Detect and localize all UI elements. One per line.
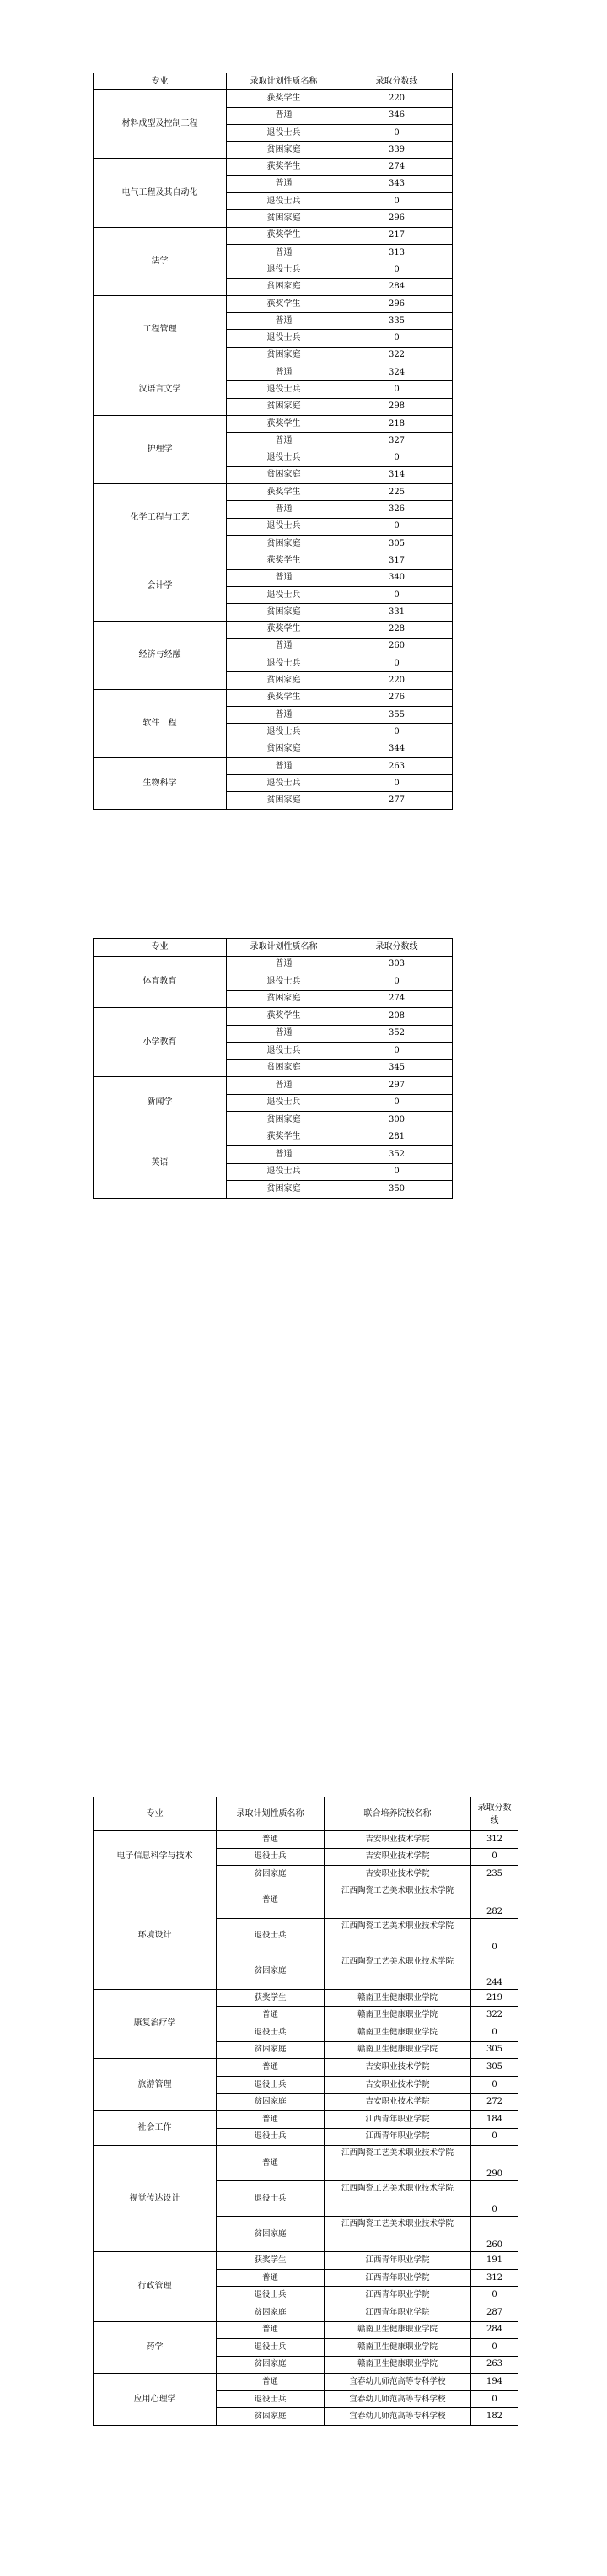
partner-school-name: 吉安职业技术学院: [325, 2094, 471, 2111]
table-row: [94, 2059, 518, 2077]
plan-type: 退役士兵: [227, 1163, 341, 1181]
cutoff-score: 0: [341, 1043, 453, 1060]
cutoff-score: 0: [341, 1094, 453, 1112]
cutoff-score: 281: [341, 1129, 453, 1146]
cutoff-score: 182: [471, 2408, 518, 2426]
partner-school-name: 吉安职业技术学院: [325, 1831, 471, 1849]
plan-type: 普通: [227, 638, 341, 655]
plan-type: 贫困家庭: [227, 741, 341, 757]
partner-school-name: 江西青年职业学院: [325, 2128, 471, 2146]
cutoff-score: 220: [341, 672, 453, 689]
table-header-row: [94, 1797, 518, 1831]
cutoff-score: 352: [341, 1025, 453, 1043]
plan-type: 普通: [227, 175, 341, 192]
cutoff-score: 296: [341, 210, 453, 227]
plan-type: 退役士兵: [227, 775, 341, 792]
cutoff-score: 260: [471, 2217, 518, 2252]
major-name: 环境设计: [94, 1883, 217, 1989]
table-row: [94, 2146, 518, 2181]
cutoff-score: 0: [341, 381, 453, 398]
plan-type: 普通: [217, 1831, 325, 1849]
plan-type: 获奖学生: [217, 1989, 325, 2007]
cutoff-score: 305: [471, 2041, 518, 2059]
table-row: [94, 621, 453, 638]
cutoff-score: 355: [341, 706, 453, 723]
plan-type: 贫困家庭: [227, 210, 341, 227]
plan-type: 退役士兵: [227, 655, 341, 672]
partner-school-name: 江西青年职业学院: [325, 2304, 471, 2321]
table-row: [94, 90, 453, 107]
partner-school-name: 江西青年职业学院: [325, 2287, 471, 2304]
cutoff-score: 191: [471, 2252, 518, 2270]
cutoff-score: 339: [341, 142, 453, 159]
table-row: [94, 2252, 518, 2270]
cutoff-score: 314: [341, 466, 453, 483]
cutoff-score: 296: [341, 295, 453, 312]
plan-type: 获奖学生: [227, 90, 341, 107]
cutoff-score: 277: [341, 792, 453, 809]
table-row: [94, 1883, 518, 1918]
plan-type: 普通: [227, 706, 341, 723]
cutoff-score: 305: [341, 536, 453, 552]
table-header-row: [94, 939, 453, 957]
plan-type: 获奖学生: [227, 1008, 341, 1026]
plan-type: 贫困家庭: [217, 2304, 325, 2321]
cutoff-score: 219: [471, 1989, 518, 2007]
column-header: 录取分数线: [341, 73, 453, 90]
column-header: 录取分数线: [471, 1797, 518, 1831]
plan-type: 退役士兵: [227, 518, 341, 535]
table-row: [94, 415, 453, 432]
major-name: 化学工程与工艺: [94, 484, 227, 552]
plan-type: 贫困家庭: [227, 536, 341, 552]
major-name: 电气工程及其自动化: [94, 159, 227, 227]
plan-type: 获奖学生: [227, 1129, 341, 1146]
major-name: 英语: [94, 1129, 227, 1198]
table-row: [94, 484, 453, 501]
major-name: 视觉传达设计: [94, 2146, 217, 2252]
cutoff-score: 343: [341, 175, 453, 192]
plan-type: 贫困家庭: [227, 672, 341, 689]
plan-type: 退役士兵: [227, 1094, 341, 1112]
table-row: [94, 689, 453, 706]
cutoff-score: 272: [471, 2094, 518, 2111]
major-name: 新闻学: [94, 1077, 227, 1129]
major-name: 生物科学: [94, 757, 227, 809]
partner-school-name: 赣南卫生健康职业学院: [325, 2041, 471, 2059]
plan-type: 普通: [227, 501, 341, 518]
plan-type: 普通: [227, 107, 341, 124]
plan-type: 普通: [217, 2269, 325, 2287]
major-name: 小学教育: [94, 1008, 227, 1077]
partner-school-name: 宜春幼儿师范高等专科学校: [325, 2408, 471, 2426]
partner-school-name: 吉安职业技术学院: [325, 1848, 471, 1866]
column-header: 录取计划性质名称: [217, 1797, 325, 1831]
partner-school-name: 赣南卫生健康职业学院: [325, 2321, 471, 2339]
cutoff-score: 0: [471, 2076, 518, 2094]
cutoff-score: 312: [471, 2269, 518, 2287]
cutoff-score: 297: [341, 1077, 453, 1095]
plan-type: 退役士兵: [217, 2128, 325, 2146]
cutoff-score: 0: [341, 973, 453, 991]
cutoff-score: 225: [341, 484, 453, 501]
cutoff-score: 335: [341, 313, 453, 330]
cutoff-score: 0: [341, 1163, 453, 1181]
table-row: [94, 1077, 453, 1095]
plan-type: 贫困家庭: [227, 1059, 341, 1077]
plan-type: 普通: [227, 956, 341, 973]
partner-school-name: 宜春幼儿师范高等专科学校: [325, 2374, 471, 2391]
plan-type: 退役士兵: [217, 2024, 325, 2041]
cutoff-score: 282: [471, 1883, 518, 1918]
plan-type: 贫困家庭: [217, 1866, 325, 1883]
table-row: [94, 159, 453, 175]
plan-type: 贫困家庭: [227, 398, 341, 415]
plan-type: 贫困家庭: [227, 347, 341, 364]
table-row: [94, 1989, 518, 2007]
column-header: 专业: [94, 73, 227, 90]
partner-school-name: 赣南卫生健康职业学院: [325, 2007, 471, 2024]
plan-type: 贫困家庭: [217, 2041, 325, 2059]
major-name: 药学: [94, 2321, 217, 2374]
cutoff-score: 0: [341, 586, 453, 603]
plan-type: 普通: [227, 569, 341, 586]
partner-school-name: 江西青年职业学院: [325, 2110, 471, 2128]
partner-school-name: 赣南卫生健康职业学院: [325, 2024, 471, 2041]
plan-type: 获奖学生: [227, 415, 341, 432]
plan-type: 退役士兵: [217, 1848, 325, 1866]
major-name: 材料成型及控制工程: [94, 90, 227, 159]
partner-school-name: 江西陶瓷工艺美术职业技术学院: [325, 1883, 471, 1918]
cutoff-score: 220: [341, 90, 453, 107]
cutoff-score: 235: [471, 1866, 518, 1883]
column-header: 专业: [94, 1797, 217, 1831]
table-row: [94, 2321, 518, 2339]
cutoff-score: 218: [341, 415, 453, 432]
cutoff-score: 0: [341, 450, 453, 466]
plan-type: 贫困家庭: [227, 278, 341, 295]
cutoff-score: 0: [341, 724, 453, 741]
cutoff-score: 0: [341, 330, 453, 347]
plan-type: 普通: [227, 757, 341, 774]
plan-type: 普通: [227, 364, 341, 381]
major-name: 经济与经融: [94, 621, 227, 689]
cutoff-score: 0: [341, 193, 453, 210]
major-name: 护理学: [94, 415, 227, 483]
partner-school-name: 宜春幼儿师范高等专科学校: [325, 2390, 471, 2408]
plan-type: 退役士兵: [227, 261, 341, 278]
plan-type: 普通: [217, 2059, 325, 2077]
cutoff-score: 312: [471, 1831, 518, 1849]
plan-type: 贫困家庭: [227, 142, 341, 159]
partner-school-name: 江西陶瓷工艺美术职业技术学院: [325, 1954, 471, 1989]
cutoff-score: 0: [471, 1918, 518, 1954]
plan-type: 普通: [217, 1883, 325, 1918]
plan-type: 贫困家庭: [217, 2094, 325, 2111]
plan-type: 普通: [217, 2374, 325, 2391]
plan-type: 获奖学生: [227, 159, 341, 175]
cutoff-score: 327: [341, 433, 453, 450]
cutoff-score: 263: [471, 2356, 518, 2374]
plan-type: 退役士兵: [227, 724, 341, 741]
major-name: 体育教育: [94, 956, 227, 1008]
plan-type: 普通: [227, 313, 341, 330]
plan-type: 退役士兵: [217, 2339, 325, 2357]
major-name: 汉语言文学: [94, 364, 227, 416]
plan-type: 普通: [227, 244, 341, 261]
plan-type: 退役士兵: [227, 586, 341, 603]
major-name: 旅游管理: [94, 2059, 217, 2111]
cutoff-score: 0: [471, 2181, 518, 2217]
cutoff-score: 0: [341, 775, 453, 792]
partner-school-name: 江西陶瓷工艺美术职业技术学院: [325, 2181, 471, 2217]
plan-type: 贫困家庭: [217, 2408, 325, 2426]
plan-type: 获奖学生: [227, 621, 341, 638]
cutoff-score: 313: [341, 244, 453, 261]
table-row: [94, 1129, 453, 1146]
plan-type: 退役士兵: [217, 1918, 325, 1954]
plan-type: 退役士兵: [227, 330, 341, 347]
cutoff-score: 0: [341, 518, 453, 535]
cutoff-score: 260: [341, 638, 453, 655]
cutoff-score: 298: [341, 398, 453, 415]
major-name: 软件工程: [94, 689, 227, 757]
cutoff-score: 244: [471, 1954, 518, 1989]
plan-type: 普通: [227, 1077, 341, 1095]
cutoff-score: 322: [341, 347, 453, 364]
cutoff-score: 345: [341, 1059, 453, 1077]
admission-table-joint: [93, 1797, 518, 2426]
partner-school-name: 赣南卫生健康职业学院: [325, 2356, 471, 2374]
partner-school-name: 赣南卫生健康职业学院: [325, 2339, 471, 2357]
plan-type: 贫困家庭: [217, 2217, 325, 2252]
major-name: 会计学: [94, 552, 227, 621]
partner-school-name: 吉安职业技术学院: [325, 1866, 471, 1883]
plan-type: 退役士兵: [217, 2076, 325, 2094]
table-header-row: [94, 73, 453, 90]
cutoff-score: 0: [471, 1848, 518, 1866]
major-name: 工程管理: [94, 295, 227, 364]
cutoff-score: 274: [341, 990, 453, 1008]
admission-table-1: [93, 73, 453, 810]
cutoff-score: 217: [341, 227, 453, 244]
plan-type: 获奖学生: [227, 295, 341, 312]
column-header: 专业: [94, 939, 227, 957]
cutoff-score: 284: [471, 2321, 518, 2339]
cutoff-score: 284: [341, 278, 453, 295]
plan-type: 退役士兵: [217, 2390, 325, 2408]
plan-type: 贫困家庭: [227, 792, 341, 809]
cutoff-score: 184: [471, 2110, 518, 2128]
cutoff-score: 326: [341, 501, 453, 518]
plan-type: 贫困家庭: [217, 2356, 325, 2374]
cutoff-score: 317: [341, 552, 453, 569]
plan-type: 退役士兵: [227, 1043, 341, 1060]
cutoff-score: 274: [341, 159, 453, 175]
cutoff-score: 344: [341, 741, 453, 757]
cutoff-score: 0: [471, 2390, 518, 2408]
cutoff-score: 350: [341, 1181, 453, 1199]
table-row: [94, 227, 453, 244]
cutoff-score: 0: [471, 2024, 518, 2041]
column-header: 录取计划性质名称: [227, 73, 341, 90]
plan-type: 贫困家庭: [217, 1954, 325, 1989]
table-row: [94, 757, 453, 774]
cutoff-score: 0: [471, 2287, 518, 2304]
cutoff-score: 194: [471, 2374, 518, 2391]
cutoff-score: 0: [341, 124, 453, 141]
partner-school-name: 江西青年职业学院: [325, 2269, 471, 2287]
cutoff-score: 305: [471, 2059, 518, 2077]
major-name: 电子信息科学与技术: [94, 1831, 217, 1883]
major-name: 应用心理学: [94, 2374, 217, 2426]
cutoff-score: 263: [341, 757, 453, 774]
table-row: [94, 552, 453, 569]
plan-type: 普通: [227, 1025, 341, 1043]
plan-type: 普通: [227, 1146, 341, 1164]
plan-type: 获奖学生: [227, 227, 341, 244]
cutoff-score: 287: [471, 2304, 518, 2321]
table-row: [94, 2110, 518, 2128]
table-row: [94, 2374, 518, 2391]
partner-school-name: 江西陶瓷工艺美术职业技术学院: [325, 1918, 471, 1954]
plan-type: 获奖学生: [217, 2252, 325, 2270]
cutoff-score: 352: [341, 1146, 453, 1164]
table-row: [94, 295, 453, 312]
cutoff-score: 0: [471, 2339, 518, 2357]
column-header: 录取分数线: [341, 939, 453, 957]
cutoff-score: 228: [341, 621, 453, 638]
plan-type: 贫困家庭: [227, 604, 341, 621]
plan-type: 获奖学生: [227, 552, 341, 569]
cutoff-score: 331: [341, 604, 453, 621]
plan-type: 退役士兵: [227, 193, 341, 210]
plan-type: 普通: [217, 2007, 325, 2024]
admission-table-2: [93, 938, 453, 1199]
partner-school-name: 赣南卫生健康职业学院: [325, 1989, 471, 2007]
column-header: 录取计划性质名称: [227, 939, 341, 957]
major-name: 法学: [94, 227, 227, 295]
table-row: [94, 1008, 453, 1026]
cutoff-score: 340: [341, 569, 453, 586]
plan-type: 普通: [217, 2146, 325, 2181]
cutoff-score: 303: [341, 956, 453, 973]
plan-type: 普通: [227, 433, 341, 450]
cutoff-score: 322: [471, 2007, 518, 2024]
partner-school-name: 吉安职业技术学院: [325, 2059, 471, 2077]
plan-type: 普通: [217, 2321, 325, 2339]
cutoff-score: 208: [341, 1008, 453, 1026]
table-row: [94, 1831, 518, 1849]
plan-type: 退役士兵: [227, 124, 341, 141]
major-name: 康复治疗学: [94, 1989, 217, 2058]
column-header: 联合培养院校名称: [325, 1797, 471, 1831]
cutoff-score: 0: [471, 2128, 518, 2146]
plan-type: 贫困家庭: [227, 1181, 341, 1199]
plan-type: 普通: [217, 2110, 325, 2128]
cutoff-score: 0: [341, 261, 453, 278]
table-row: [94, 956, 453, 973]
partner-school-name: 吉安职业技术学院: [325, 2076, 471, 2094]
plan-type: 退役士兵: [217, 2181, 325, 2217]
partner-school-name: 江西陶瓷工艺美术职业技术学院: [325, 2146, 471, 2181]
plan-type: 退役士兵: [227, 450, 341, 466]
plan-type: 贫困家庭: [227, 990, 341, 1008]
cutoff-score: 276: [341, 689, 453, 706]
partner-school-name: 江西陶瓷工艺美术职业技术学院: [325, 2217, 471, 2252]
major-name: 行政管理: [94, 2252, 217, 2321]
cutoff-score: 0: [341, 655, 453, 672]
plan-type: 贫困家庭: [227, 466, 341, 483]
plan-type: 获奖学生: [227, 689, 341, 706]
table-row: [94, 364, 453, 381]
plan-type: 退役士兵: [227, 973, 341, 991]
plan-type: 退役士兵: [217, 2287, 325, 2304]
cutoff-score: 300: [341, 1112, 453, 1129]
partner-school-name: 江西青年职业学院: [325, 2252, 471, 2270]
cutoff-score: 346: [341, 107, 453, 124]
plan-type: 贫困家庭: [227, 1112, 341, 1129]
cutoff-score: 324: [341, 364, 453, 381]
major-name: 社会工作: [94, 2110, 217, 2145]
plan-type: 获奖学生: [227, 484, 341, 501]
cutoff-score: 290: [471, 2146, 518, 2181]
plan-type: 退役士兵: [227, 381, 341, 398]
